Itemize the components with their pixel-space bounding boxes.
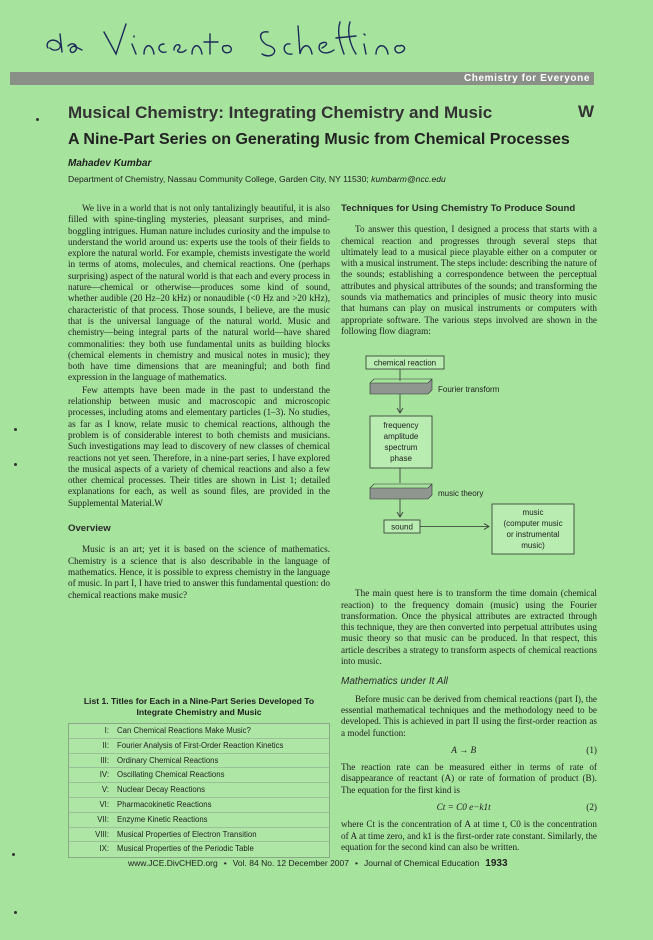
list-item-label: Oscillating Chemical Reactions bbox=[117, 770, 225, 780]
list-item-number: II: bbox=[102, 740, 109, 750]
list-table bbox=[68, 723, 330, 858]
spectrum-line: spectrum bbox=[384, 443, 418, 452]
concentration-paragraph: where Ct is the concentration of A at time t, C0 is the concentration of A at time zero, and k1 is the first-order rate constant. Similarly, the equation for the second kind can also be written. bbox=[341, 819, 597, 852]
list-item-label: Musical Properties of the Periodic Table bbox=[117, 844, 254, 854]
margin-mark bbox=[12, 853, 15, 856]
frequency-line: frequency bbox=[383, 421, 419, 430]
list-item-label: Ordinary Chemical Reactions bbox=[117, 755, 219, 765]
list-item bbox=[69, 798, 329, 813]
sound-label: sound bbox=[391, 522, 413, 532]
separator-dot: • bbox=[354, 858, 358, 868]
flow-diagram bbox=[360, 352, 580, 582]
list-item-number: IX: bbox=[99, 844, 109, 854]
margin-mark bbox=[14, 463, 17, 466]
list-item bbox=[69, 783, 329, 798]
list-item bbox=[69, 754, 329, 769]
journal-name: Journal of Chemical Education bbox=[363, 858, 480, 868]
margin-mark bbox=[14, 428, 17, 431]
journal-url[interactable]: www.JCE.DivCHED.org bbox=[128, 858, 218, 868]
equation-2-number: (2) bbox=[586, 802, 597, 813]
author-name: Mahadev Kumbar bbox=[68, 158, 152, 169]
list-item-number: III: bbox=[100, 755, 109, 765]
list-item-label: Can Chemical Reactions Make Music? bbox=[117, 726, 251, 735]
equation-2 bbox=[341, 802, 597, 813]
list-item-number: VII: bbox=[97, 814, 109, 824]
page-footer bbox=[128, 858, 598, 869]
page-number: 1933 bbox=[485, 858, 508, 869]
music-theory-label: music theory bbox=[438, 489, 484, 498]
instrumental-line: or instrumental bbox=[506, 530, 560, 539]
overview-heading: Overview bbox=[68, 523, 111, 535]
author-affiliation bbox=[68, 174, 608, 184]
issue-info: Vol. 84 No. 12 December 2007 bbox=[232, 858, 349, 868]
equation-1 bbox=[341, 745, 597, 756]
phase-line: phase bbox=[390, 454, 412, 463]
list-item bbox=[69, 768, 329, 783]
author-email[interactable]: kumbarm@ncc.edu bbox=[371, 174, 446, 184]
list-item bbox=[69, 739, 329, 754]
left-column bbox=[68, 203, 330, 602]
web-supplement-logo: W bbox=[578, 102, 595, 121]
list-item-number: VI: bbox=[99, 799, 109, 809]
equation-1-number: (1) bbox=[586, 744, 597, 755]
fourier-transform-block bbox=[370, 379, 432, 394]
music-line: music bbox=[522, 508, 544, 517]
main-quest-paragraph: The main quest here is to transform the time domain (chemical reaction) to the frequency domain (music) using the Fourier transformation. Once the physical attributes are extracted through this technique, they are then converted into perpetual attributes using music theory so that music can be produced. In that respect, this article describes a strategy to transform aspects of chemical reactions into music. bbox=[341, 588, 597, 667]
list-item bbox=[69, 813, 329, 828]
handwritten-annotation bbox=[40, 14, 460, 66]
equation-2-body: Ct = C0 e−k1t bbox=[436, 802, 491, 813]
list-item bbox=[69, 828, 329, 843]
computer-music-line: (computer music bbox=[503, 519, 563, 528]
mathematics-paragraph: Before music can be derived from chemical reactions (part I), the essential mathematical techniques and the methodology need to be developed. This is achieved in part II using the first-order reaction as a model function: bbox=[341, 693, 597, 738]
rate-paragraph: The reaction rate can be measured either in terms of rate of disappearance of reactant (A) or rate of formation of product (B). The equation for the first kind is bbox=[341, 762, 597, 795]
intro-paragraph-1: We live in a world that is not only tantalizingly beautiful, it is also filled with spine-tingling mysteries, pleasant surprises, and mind-boggling intrigues. Human nature includes curiosity and the impulse to understand the world around us: experts use the tools of their fields to explore the natural world. For example, chemists investigate the world in terms of atoms, molecules, and chemical reactions. One (perhaps surprising) aspect of the natural world is that each and every process in nature—chemical or otherwise—produces some kind of sound, whether audible (20 Hz–20 kHz) or nonaudible (<0 Hz and >20 kHz), characteristic of that process. Those sounds, I believe, are the music that is the universal language of the natural world. Music and chemistry—being integral parts of the natural world—have shared commonalities: they both use fundamental units as building blocks (chemical elements in chemistry and musical notes in music); they both have time dimensions that are meaningful; and both find expression in the language of mathematics. bbox=[68, 203, 330, 383]
mathematics-heading: Mathematics under It All bbox=[341, 676, 448, 688]
techniques-heading: Techniques for Using Chemistry To Produce Sound bbox=[341, 203, 576, 214]
techniques-paragraph: To answer this question, I designed a process that starts with a chemical reaction and progresses through several steps that ultimately lead to a musical piece playable either on a computer or with a musical instrument. The steps include: describing the nature of the sounds; establishing a correspondence between the perceptual attributes and physical attributes of the sounds; and transforming the sounds via mathematics and principles of music theory into music that humans can play on musical instruments or computers with appropriate software. The various steps involved are shown in the following flow diagram: bbox=[341, 224, 597, 336]
list-title: List 1. Titles for Each in a Nine-Part Series Developed To Integrate Chemistry and Music bbox=[83, 696, 315, 717]
list-item-label: Enzyme Kinetic Reactions bbox=[117, 814, 208, 824]
equation-1-body: A → B bbox=[451, 744, 477, 755]
banner-label: Chemistry for Everyone bbox=[463, 73, 590, 84]
list-item-label: Fourier Analysis of First-Order Reaction Kinetics bbox=[117, 740, 284, 750]
article-title: Musical Chemistry: Integrating Chemistry and Music bbox=[68, 103, 493, 122]
fourier-transform-label: Fourier transform bbox=[438, 385, 500, 394]
list-item-label: Pharmacokinetic Reactions bbox=[117, 799, 212, 809]
amplitude-line: amplitude bbox=[383, 432, 419, 441]
list-1-box bbox=[68, 696, 330, 858]
separator-dot: • bbox=[223, 858, 227, 868]
chemical-reaction-label: chemical reaction bbox=[373, 358, 437, 368]
music-theory-block bbox=[370, 484, 432, 499]
list-item bbox=[69, 724, 329, 739]
list-item-label: Nuclear Decay Reactions bbox=[117, 785, 205, 795]
list-item-number: VIII: bbox=[95, 829, 109, 839]
list-item-label: Musical Properties of Electron Transition bbox=[117, 829, 257, 839]
music-close-line: music) bbox=[521, 541, 545, 550]
margin-mark bbox=[36, 118, 39, 121]
list-item-number: V: bbox=[101, 785, 109, 795]
intro-paragraph-2: Few attempts have been made in the past to understand the relationship between music and macroscopic and microscopic processes, including atoms and elementary particles (1–3). No studies, as far as I know, relate music to chemical reactions, although the problem is of considerable interest to both chemists and musicians. Such investigations may lead to discovery of new classes of chemical reactions not yet seen. Therefore, in a nine-part series, I have explored the musical aspects of a variety of chemical reactions and also a few other chemical processes. Their titles are shown in List 1; detailed explanations for each, as well as sound files, are provided in the Supplemental Material.W bbox=[68, 384, 330, 508]
list-item-number: I: bbox=[104, 726, 109, 735]
article-subtitle: A Nine-Part Series on Generating Music from Chemical Processes bbox=[68, 131, 570, 148]
overview-paragraph: Music is an art; yet it is based on the science of mathematics. Chemistry is a science that is also describable in the language of mathematics. Hence, it is possible to express chemistry in the language of music. In part I, I have tried to answer this fundamental question: do chemical reactions make music? bbox=[68, 544, 330, 600]
margin-mark bbox=[14, 911, 17, 914]
affiliation-text: Department of Chemistry, Nassau Community College, Garden City, NY 11530; bbox=[68, 174, 369, 184]
list-item-number: IV: bbox=[99, 770, 109, 780]
list-item bbox=[69, 842, 329, 857]
section-banner bbox=[10, 72, 594, 85]
